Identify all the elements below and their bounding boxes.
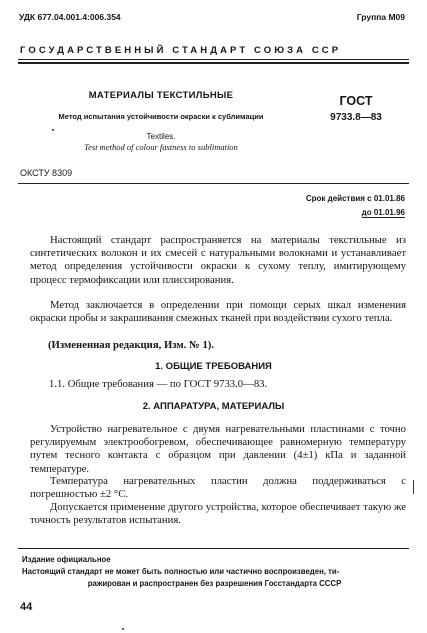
page-number: 44 (20, 601, 33, 613)
scan-speck (413, 480, 414, 494)
gost-label: ГОСТ (339, 94, 373, 108)
scan-speck (122, 628, 124, 630)
reprint-notice (22, 566, 407, 590)
gost-block (297, 94, 415, 123)
paragraph-scope: Настоящий стандарт распространяется на материалы текстильные из синтетических волокон и их смесей с натуральными волокнами и устанавливает метод определения устойчивости окраски к сухому теплу, имитирующему процесс термофиксации или плиссирования. (30, 234, 406, 286)
clause-1-1: 1.1. Общие требования — по ГОСТ 9733.0—83. (49, 378, 268, 390)
edition-note: Издание официальное (22, 555, 111, 564)
udk-code: УДК 677.04.001.4:006.354 (19, 12, 121, 22)
state-standard-heading: ГОСУДАРСТВЕННЫЙ СТАНДАРТ СОЮЗА ССР (20, 45, 342, 56)
amendment-note: (Измененная редакция, Изм. № 1). (48, 339, 215, 351)
paragraph-alternative-device: Допускается применение другого устройства, которое обеспечивает такую же точность результатов испытания. (30, 501, 406, 527)
title-block (26, 90, 296, 152)
document-subtitle: Метод испытания устойчивости окраски к сублимации (58, 112, 264, 121)
paragraph-device: Устройство нагревательное с двумя нагревательными пластинами с точно регулируемым электрообогревом, обеспечивающее равномерную температуру путем тесного контакта с образцом при давлении (4±1) кПа и заданной температуре. (30, 423, 406, 475)
scan-speck (52, 129, 54, 131)
group-code: Группа М09 (356, 12, 405, 22)
section-heading-general: 1. ОБЩИЕ ТРЕБОВАНИЯ (155, 361, 272, 372)
paragraph-method: Метод заключается в определении при помощи серых шкал изменения окраски пробы и закрашивания смежных тканей при воздействии сухого тепла. (30, 299, 406, 325)
reprint-notice-line1: Настоящий стандарт не может быть полностью или частично воспроизведен, ти- (22, 567, 340, 576)
validity-from: Срок действия с 01.01.86 (305, 194, 405, 203)
reprint-notice-line2: ражирован и распространен без разрешения Госстандарта СССР (87, 579, 342, 588)
footer-rule (18, 548, 409, 549)
header-rule-thick (18, 62, 409, 64)
validity-to: до 01.01.96 (361, 208, 405, 217)
document-title: МАТЕРИАЛЫ ТЕКСТИЛЬНЫЕ (88, 90, 234, 101)
validity-period (306, 192, 405, 220)
document-title-en: Textiles. (146, 132, 176, 141)
okstu-rule (18, 183, 409, 184)
paragraph-temperature: Температура нагревательных пластин должна поддерживаться с погрешностью ±2 °С. (30, 475, 406, 501)
section-heading-apparatus: 2. АППАРАТУРА, МАТЕРИАЛЫ (142, 401, 285, 412)
okstu-code: ОКСТУ 8309 (20, 168, 73, 178)
gost-number: 9733.8—83 (330, 112, 382, 123)
document-subtitle-en: Test method of colour fastness to sublimation (84, 142, 238, 152)
header-rule-thin (18, 59, 409, 60)
